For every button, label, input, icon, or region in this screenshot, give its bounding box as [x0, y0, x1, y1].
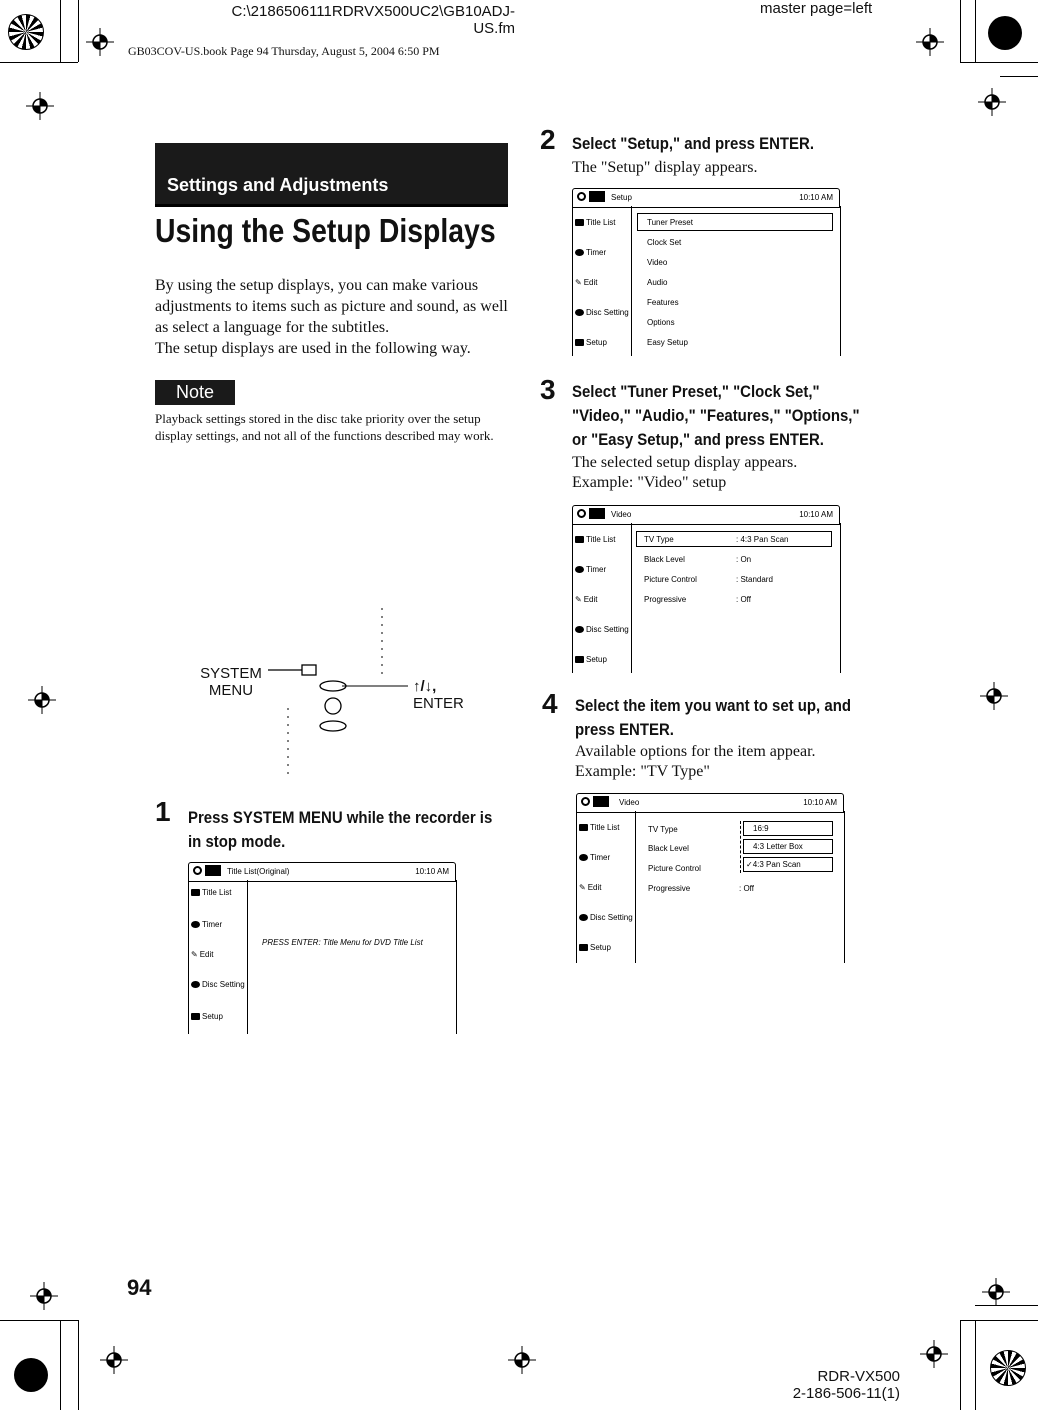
sidebar-label: Timer	[586, 565, 607, 574]
step-number: 4	[542, 688, 558, 719]
system-menu-label	[196, 665, 266, 699]
sidebar-item-setup	[579, 943, 611, 952]
disc-icon	[577, 192, 586, 201]
part-number: 2-186-506-11(1)	[792, 1385, 900, 1402]
crop-line	[60, 1320, 61, 1410]
note-text: Playback settings stored in the disc take priority over the setup display settings, and not all of the functions described may work.	[155, 411, 494, 443]
osd-main-panel	[246, 880, 457, 1034]
sidebar-label: Disc Setting	[202, 980, 245, 989]
osd-screen	[572, 505, 840, 673]
registration-mark-icon	[26, 92, 54, 120]
option-item-selected: ✓4:3 Pan Scan	[746, 860, 801, 869]
sidebar-item-disc-setting	[191, 980, 245, 989]
crop-line	[60, 0, 61, 62]
sidebar-item-setup	[575, 655, 607, 664]
setting-row-name: Progressive	[648, 884, 691, 893]
sidebar-item-timer	[191, 920, 222, 929]
header-path-line2: US.fm	[473, 20, 515, 37]
sidebar-label: Setup	[202, 1012, 223, 1021]
osd-time: 10:10 AM	[799, 510, 833, 519]
osd-title-bar	[572, 188, 840, 208]
osd-screen	[188, 862, 456, 1034]
timer-icon	[191, 921, 200, 928]
osd-time: 10:10 AM	[415, 867, 449, 876]
option-list	[740, 821, 833, 873]
model-name: RDR-VX500	[817, 1368, 900, 1385]
edit-icon: ✎	[575, 595, 582, 604]
osd-sidebar	[576, 811, 636, 963]
page-title: Using the Setup Displays	[155, 212, 496, 249]
sidebar-item-timer	[579, 853, 610, 862]
setting-row-value: : 4:3 Pan Scan	[736, 535, 789, 544]
sidebar-item-disc-setting	[575, 625, 629, 634]
step-heading-line: "Video," "Audio," "Features," "Options,"	[572, 406, 860, 425]
setting-row-value: : On	[736, 555, 752, 564]
disc-setting-icon	[191, 981, 200, 988]
crop-line	[960, 0, 961, 62]
setting-row-name: Black Level	[644, 555, 685, 564]
color-target-icon	[14, 1358, 48, 1392]
sidebar-label: Title List	[586, 218, 616, 227]
crop-line	[975, 1320, 976, 1410]
sidebar-label: Timer	[590, 853, 611, 862]
disc-setting-icon	[575, 626, 584, 633]
crop-line	[960, 1320, 1038, 1321]
registration-mark-icon	[978, 88, 1006, 116]
step-description	[575, 742, 816, 782]
disc-icon	[577, 509, 586, 518]
step-heading-line: Select "Tuner Preset," "Clock Set,"	[572, 382, 820, 401]
sidebar-label: Timer	[202, 920, 223, 929]
menu-item-audio: Audio	[647, 278, 668, 287]
menu-item-features: Features	[647, 298, 679, 307]
sidebar-label: Edit	[583, 278, 598, 287]
registration-mark-icon	[980, 682, 1008, 710]
osd-title: Video	[611, 510, 632, 519]
sidebar-item-edit	[575, 278, 598, 287]
menu-item-clock-set: Clock Set	[647, 238, 682, 247]
osd-sidebar	[572, 206, 632, 356]
color-target-icon	[8, 14, 44, 50]
sidebar-label: Timer	[586, 248, 607, 257]
step-number: 2	[540, 124, 556, 155]
crop-line	[78, 1320, 79, 1410]
osd-screen	[572, 188, 840, 356]
menu-item-options: Options	[647, 318, 675, 327]
step-description: The "Setup" display appears.	[572, 159, 758, 176]
setup-icon	[575, 656, 584, 663]
sidebar-item-disc-setting	[575, 308, 629, 317]
setup-icon	[579, 944, 588, 951]
sidebar-label: Edit	[583, 595, 598, 604]
timer-icon	[579, 854, 588, 861]
registration-mark-icon	[100, 1346, 128, 1374]
intro-paragraph-2: The setup displays are used in the following way.	[155, 340, 471, 357]
registration-mark-icon	[30, 1282, 58, 1310]
osd-title: Setup	[611, 193, 632, 202]
menu-item-tuner-preset: Tuner Preset	[647, 218, 693, 227]
setting-row-name: TV Type	[648, 825, 678, 834]
osd-time: 10:10 AM	[799, 193, 833, 202]
sidebar-label: Disc Setting	[586, 308, 629, 317]
sidebar-item-setup	[191, 1012, 223, 1021]
sidebar-label: Setup	[586, 338, 607, 347]
step-heading-line: Select the item you want to set up, and	[575, 696, 851, 715]
option-item: 16:9	[753, 824, 769, 833]
sidebar-item-edit	[191, 950, 214, 959]
crop-line	[78, 0, 79, 62]
title-list-icon	[191, 889, 200, 896]
system-label-1: SYSTEM	[200, 665, 262, 682]
step-description	[572, 453, 797, 493]
sidebar-label: Setup	[586, 655, 607, 664]
dvd-icon	[589, 508, 605, 519]
intro-paragraph: By using the setup displays, you can make various adjustments to items such as picture and sound, as well as select a language for the subtitles.	[155, 277, 508, 336]
step-heading-line: Select "Setup," and press ENTER.	[572, 134, 814, 153]
section-banner-label: Settings and Adjustments	[167, 175, 389, 195]
osd-screen	[576, 793, 844, 963]
disc-setting-icon	[575, 309, 584, 316]
step-description-line: Available options for the item appear.	[575, 743, 816, 760]
sidebar-item-title-list	[579, 823, 620, 832]
osd-title: Video	[619, 798, 640, 807]
crop-line	[960, 62, 1038, 63]
sidebar-item-disc-setting	[579, 913, 633, 922]
sidebar-item-edit	[579, 883, 602, 892]
step-description-line: Example: "TV Type"	[575, 763, 710, 780]
sidebar-label: Disc Setting	[586, 625, 629, 634]
sidebar-label: Title List	[202, 888, 232, 897]
setting-row-name: TV Type	[644, 535, 674, 544]
osd-title-bar	[572, 505, 840, 525]
setting-row-value: : Off	[736, 595, 751, 604]
header-path-line1: C:\2186506111RDRVX500UC2\GB10ADJ-	[231, 3, 515, 20]
menu-item-easy-setup: Easy Setup	[647, 338, 688, 347]
edit-icon: ✎	[579, 883, 586, 892]
sidebar-label: Setup	[590, 943, 611, 952]
setup-icon	[191, 1013, 200, 1020]
registration-mark-icon	[982, 1278, 1010, 1306]
step-heading-line: Press SYSTEM MENU while the recorder is	[188, 808, 493, 827]
step-number: 1	[155, 796, 171, 827]
osd-message: PRESS ENTER: Title Menu for DVD Title List	[262, 938, 423, 947]
sidebar-label: Edit	[199, 950, 214, 959]
sidebar-item-edit	[575, 595, 598, 604]
setting-row-name: Picture Control	[644, 575, 697, 584]
timer-icon	[575, 566, 584, 573]
step-description-line: The selected setup display appears.	[572, 454, 798, 471]
section-banner	[155, 143, 508, 204]
osd-sidebar	[188, 880, 248, 1034]
sidebar-label: Title List	[586, 535, 616, 544]
crop-line	[0, 62, 78, 63]
crop-line	[975, 0, 976, 62]
sidebar-item-title-list	[575, 535, 616, 544]
disc-icon	[581, 797, 590, 806]
registration-mark-icon	[508, 1346, 536, 1374]
disc-icon	[193, 866, 202, 875]
system-label-2: MENU	[208, 682, 254, 699]
color-target-icon	[990, 1350, 1026, 1386]
sidebar-item-setup	[575, 338, 607, 347]
crop-line	[1000, 76, 1038, 77]
dvd-icon	[593, 796, 609, 807]
edit-icon: ✎	[575, 278, 582, 287]
step-heading	[572, 132, 902, 156]
option-item: 4:3 Letter Box	[753, 842, 803, 851]
footer-model	[760, 1368, 900, 1402]
step-heading	[575, 694, 905, 742]
step-heading	[572, 380, 912, 452]
dvd-icon	[205, 865, 221, 876]
setting-row-value: : Off	[739, 884, 754, 893]
crop-line	[960, 1320, 961, 1410]
master-page-label: master page=left	[760, 0, 873, 17]
setup-icon	[575, 339, 584, 346]
page-number: 94	[127, 1275, 152, 1300]
title-list-icon	[575, 536, 584, 543]
step-heading-line: press ENTER.	[575, 720, 674, 739]
note-label: Note	[155, 380, 235, 405]
setting-row-name: Progressive	[644, 595, 687, 604]
crop-line	[0, 1320, 78, 1321]
osd-title-bar	[188, 862, 456, 882]
title-list-icon	[575, 219, 584, 226]
remote-illustration	[260, 608, 430, 788]
setting-row-name: Picture Control	[648, 864, 701, 873]
osd-time: 10:10 AM	[803, 798, 837, 807]
dvd-icon	[589, 191, 605, 202]
edit-icon: ✎	[191, 950, 198, 959]
registration-mark-icon	[86, 28, 114, 56]
osd-title-bar	[576, 793, 844, 813]
sidebar-label: Disc Setting	[590, 913, 633, 922]
sidebar-item-title-list	[191, 888, 232, 897]
step-heading-line: or "Easy Setup," and press ENTER.	[572, 430, 824, 449]
arrows-label: ↑/↓,	[413, 678, 437, 695]
sidebar-label: Edit	[587, 883, 602, 892]
enter-label-text: ENTER	[413, 695, 464, 712]
registration-mark-icon	[920, 1340, 948, 1368]
setting-row-name: Black Level	[648, 844, 689, 853]
sidebar-label: Title List	[590, 823, 620, 832]
header-path	[150, 3, 515, 37]
step-heading-line: in stop mode.	[188, 832, 286, 851]
registration-mark-icon	[916, 28, 944, 56]
timer-icon	[575, 249, 584, 256]
osd-sidebar	[572, 523, 632, 673]
title-list-icon	[579, 824, 588, 831]
sidebar-item-timer	[575, 565, 606, 574]
step-heading	[188, 806, 518, 854]
sidebar-item-title-list	[575, 218, 616, 227]
color-target-icon	[988, 16, 1022, 50]
disc-setting-icon	[579, 914, 588, 921]
step-description-line: Example: "Video" setup	[572, 474, 727, 491]
banner-rule	[155, 204, 508, 207]
setting-row-value: : Standard	[736, 575, 773, 584]
menu-item-video: Video	[647, 258, 668, 267]
header-book-line: GB03COV-US.book Page 94 Thursday, August 5, 2004 6:50 PM	[128, 44, 440, 58]
registration-mark-icon	[28, 686, 56, 714]
osd-title: Title List(Original)	[227, 867, 290, 876]
step-number: 3	[540, 374, 556, 405]
sidebar-item-timer	[575, 248, 606, 257]
